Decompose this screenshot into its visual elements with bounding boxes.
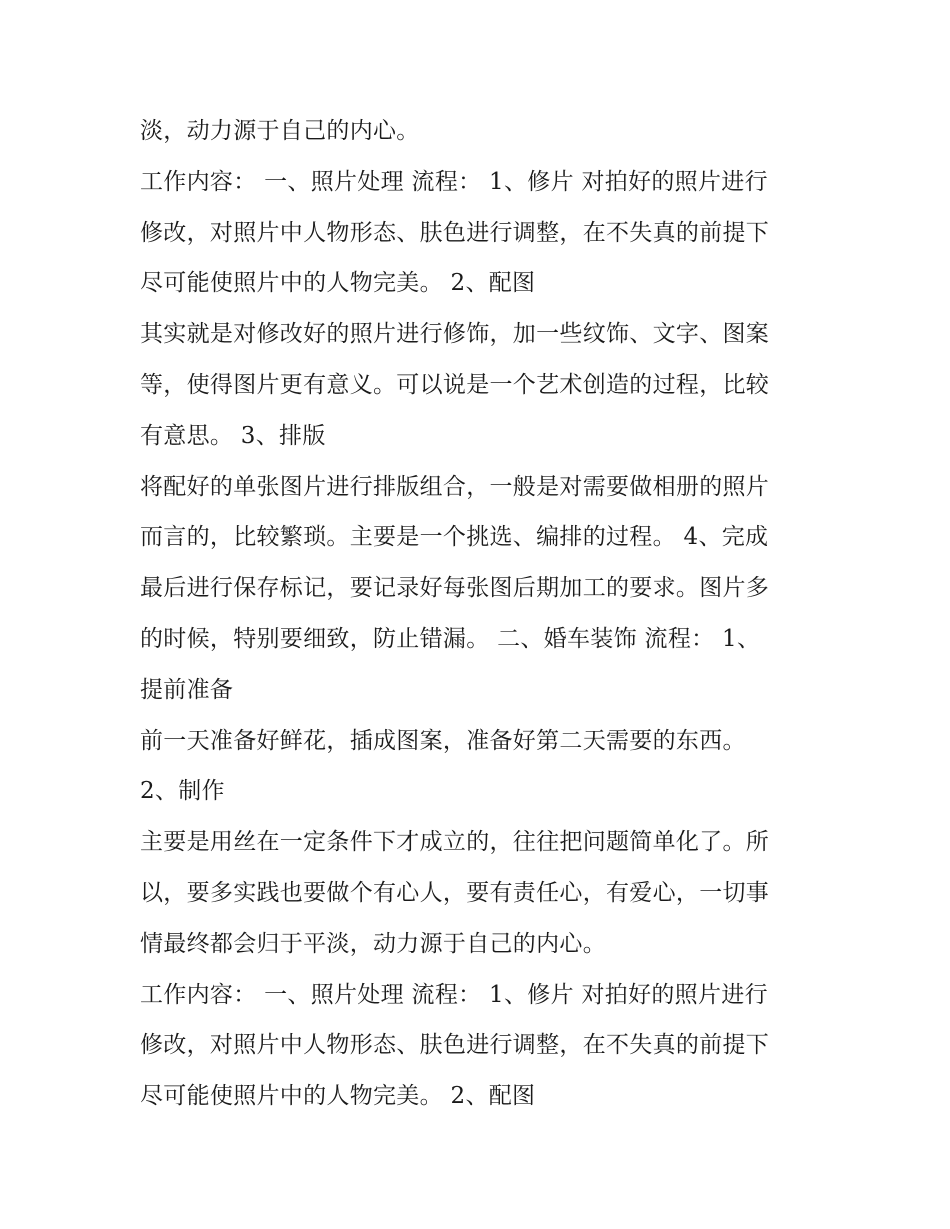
text-line: 2、制作 (140, 778, 225, 805)
text-line: 修改，对照片中人物形态、肤色进行调整，在不失真的前提下 (140, 219, 770, 246)
text-line: 其实就是对修改好的照片进行修饰，加一些纹饰、文字、图案 (140, 321, 770, 348)
text-line: 前一天准备好鲜花，插成图案，准备好第二天需要的东西。 (140, 727, 746, 754)
text-line: 情最终都会归于平淡，动力源于自己的内心。 (140, 930, 606, 957)
text-line: 主要是用丝在一定条件下才成立的，往往把问题简单化了。所 (140, 829, 770, 856)
text-line: 淡，动力源于自己的内心。 (140, 118, 420, 144)
text-line: 提前准备 (140, 676, 234, 703)
text-line: 将配好的单张图片进行排版组合，一般是对需要做相册的照片 (140, 473, 770, 500)
text-line: 尽可能使照片中的人物完美。 2、配图 (140, 1083, 536, 1110)
text-line: 工作内容： 一、照片处理 流程： 1、修片 对拍好的照片进行 (140, 168, 768, 195)
text-line: 以，要多实践也要做个有心人，要有责任心，有爱心，一切事 (140, 879, 770, 906)
text-line: 修改，对照片中人物形态、肤色进行调整，在不失真的前提下 (140, 1032, 770, 1059)
text-line: 等，使得图片更有意义。可以说是一个艺术创造的过程，比较 (140, 371, 770, 398)
text-line: 最后进行保存标记，要记录好每张图后期加工的要求。图片多 (140, 575, 770, 602)
text-line: 的时候，特别要细致，防止错漏。 二、婚车装饰 流程： 1、 (140, 625, 761, 652)
text-line: 而言的，比较繁琐。主要是一个挑选、编排的过程。 4、完成 (140, 524, 769, 551)
text-line: 有意思。 3、排版 (140, 422, 326, 449)
text-line: 尽可能使照片中的人物完美。 2、配图 (140, 270, 536, 297)
document-body (140, 106, 830, 1122)
text-line: 工作内容： 一、照片处理 流程： 1、修片 对拍好的照片进行 (140, 981, 768, 1008)
